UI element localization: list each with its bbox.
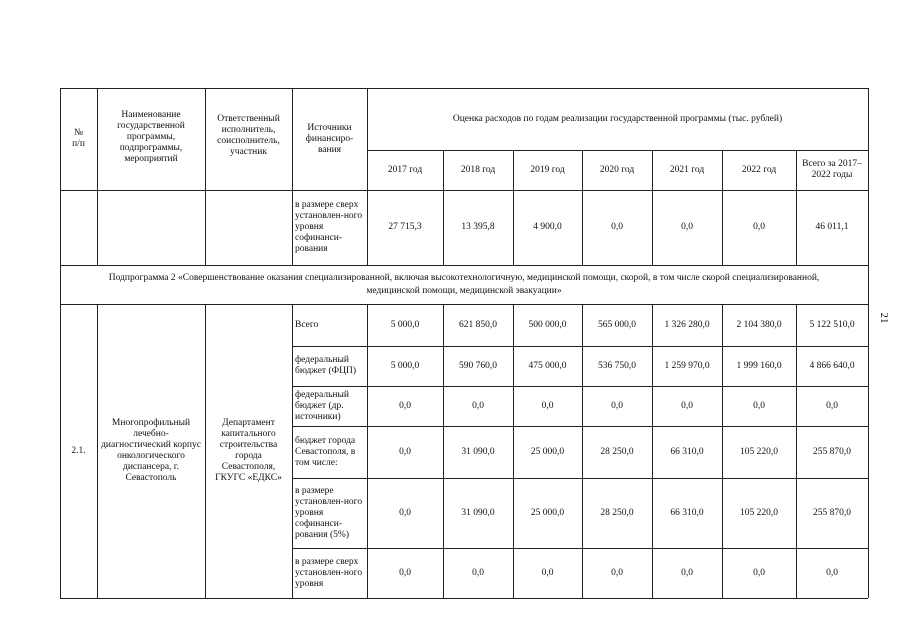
- row-value: 25 000,0: [530, 446, 565, 457]
- row-value: 0,0: [681, 222, 693, 232]
- row-value: 31 090,0: [461, 507, 495, 518]
- row-value: 621 850,0: [459, 319, 497, 330]
- row-value: 500 000,0: [528, 319, 567, 330]
- row-value: 31 090,0: [461, 446, 495, 457]
- header-sources: Источники финансиро-вания: [305, 122, 354, 155]
- row-source: Всего: [295, 319, 319, 330]
- row-value: 0,0: [472, 567, 484, 578]
- item-name: Многопрофильный лечебно-диагностический корпус онкологического диспансера, г. Севастополь: [101, 418, 201, 483]
- row-value: 0,0: [472, 400, 484, 411]
- row-value: 27 715,3: [388, 222, 422, 232]
- row-value: 565 000,0: [598, 319, 636, 330]
- row-value: 0,0: [611, 400, 623, 411]
- row-value: 105 220,0: [740, 446, 778, 457]
- header-year: Всего за 2017–2022 годы: [802, 159, 862, 180]
- row-value: 46 011,1: [815, 222, 849, 232]
- row-value: 0,0: [399, 400, 411, 411]
- header-year: 2018 год: [460, 164, 496, 175]
- row-value: 4 900,0: [533, 222, 562, 232]
- row-value: 1 259 970,0: [664, 360, 710, 371]
- row-value: 255 870,0: [813, 446, 851, 457]
- row-value: 0,0: [541, 400, 554, 411]
- row-value: 25 000,0: [530, 507, 565, 518]
- row-value: 0,0: [611, 567, 623, 578]
- row-value: 5 122 510,0: [809, 319, 855, 330]
- header-year: 2022 год: [741, 164, 777, 175]
- row-value: 1 326 280,0: [664, 319, 710, 330]
- header-year: 2020 год: [599, 164, 635, 175]
- row-value: 0,0: [753, 222, 765, 232]
- header-year: 2019 год: [530, 164, 565, 175]
- row-source: в размере установлен-ного уровня софинанси-рования (5%): [295, 485, 363, 540]
- header-year: 2017 год: [387, 164, 423, 175]
- row-value: 1 999 160,0: [736, 360, 782, 371]
- header-name: Наименование государственной программы, подпрограммы, мероприятий: [117, 110, 185, 164]
- row-value: 255 870,0: [813, 507, 851, 518]
- row-value: 28 250,0: [600, 446, 634, 457]
- row-value: 13 395,8: [461, 222, 495, 232]
- row-value: 0,0: [611, 222, 623, 232]
- row-source: в размере сверх установлен-ного уровня: [295, 556, 363, 589]
- header-number: № п/п: [72, 128, 85, 149]
- row-value: 0,0: [399, 567, 411, 578]
- row-source: федеральный бюджет (др. источники): [295, 389, 349, 422]
- row-value: 5 000,0: [390, 319, 420, 330]
- row-value: 28 250,0: [600, 507, 634, 518]
- row-source: бюджет города Севастополя, в том числе:: [295, 435, 356, 468]
- header-estimate: Оценка расходов по годам реализации государственной программы (тыс. рублей): [452, 113, 783, 124]
- row-value: 0,0: [681, 567, 693, 578]
- row-value: 0,0: [541, 567, 554, 578]
- row-value: 0,0: [753, 400, 765, 411]
- row-value: 0,0: [826, 567, 838, 578]
- row-value: 590 760,0: [459, 360, 497, 371]
- subprogram-title: Подпрограмма 2 «Совершенствование оказания специализированной, включая высокотехнологичную, медицинской помощи, скорой, в том числе скорой специализированной, медицинской помощи, медицинской эвакуации»: [108, 272, 820, 296]
- row-value: 0,0: [399, 507, 411, 518]
- header-year: 2021 год: [669, 164, 705, 175]
- row-value: 0,0: [753, 567, 765, 578]
- row-source: федеральный бюджет (ФЦП): [295, 355, 357, 376]
- row-value: 0,0: [399, 446, 411, 457]
- row-value: 2 104 380,0: [736, 319, 782, 330]
- row-value: 105 220,0: [740, 507, 778, 518]
- row-value: 66 310,0: [670, 507, 704, 518]
- row-value: 0,0: [681, 400, 693, 411]
- header-responsible: Ответственный исполнитель, соисполнитель, участник: [217, 114, 280, 157]
- item-responsible: Департамент капитального строительства города Севастополя, ГКУГС «ЕДКС»: [215, 418, 282, 483]
- row-value: 475 000,0: [528, 360, 567, 371]
- page-number: 21: [878, 312, 890, 324]
- row-value: 66 310,0: [670, 446, 704, 457]
- row-source: в размере сверх установлен-ного уровня софинанси-рования: [295, 200, 363, 254]
- row-value: 536 750,0: [598, 360, 636, 371]
- row-value: 0,0: [826, 400, 838, 411]
- item-number: 2.1.: [71, 445, 86, 456]
- row-value: 4 866 640,0: [809, 360, 855, 371]
- row-value: 5 000,0: [390, 360, 420, 371]
